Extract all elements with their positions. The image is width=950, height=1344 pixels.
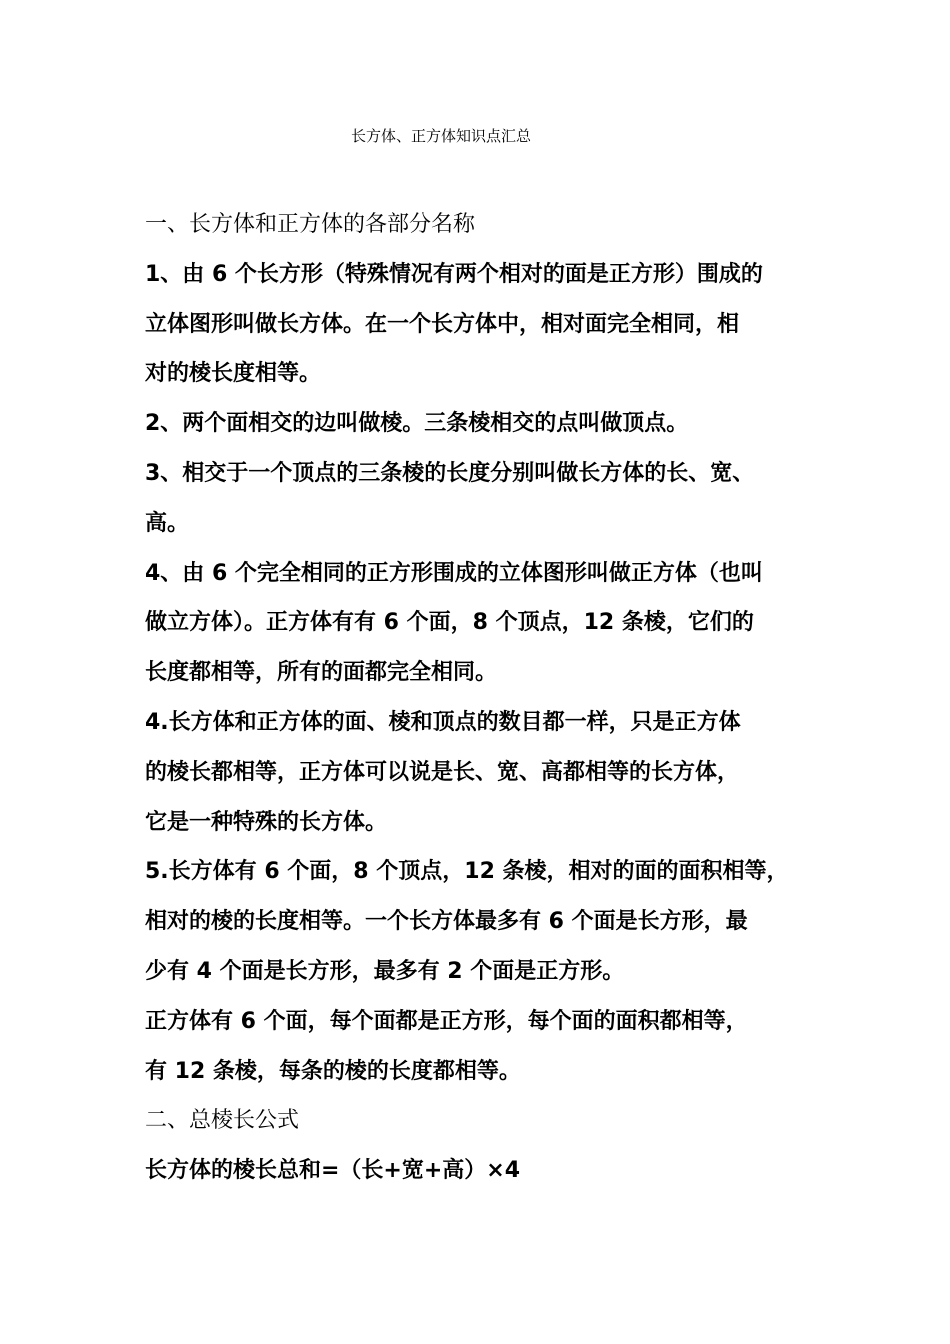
paragraph-line: 4.长方体和正方体的面、棱和顶点的数目都一样，只是正方体 [145, 709, 741, 735]
paragraph-line: 长方体的棱长总和=（长+宽+高）×4 [145, 1158, 521, 1184]
paragraph-line: 1、由 6 个长方形（特殊情况有两个相对的面是正方形）围成的 [145, 261, 763, 287]
paragraph-line: 一、长方体和正方体的各部分名称 [145, 212, 476, 237]
paragraph-line: 少有 4 个面是长方形，最多有 2 个面是正方形。 [145, 958, 625, 984]
paragraph-line: 高。 [145, 510, 190, 536]
paragraph-line: 有 12 条棱，每条的棱的长度都相等。 [145, 1058, 521, 1084]
paragraph-line: 长度都相等，所有的面都完全相同。 [145, 660, 498, 686]
paragraph-line: 2、两个面相交的边叫做棱。三条棱相交的点叫做顶点。 [145, 411, 689, 437]
document-title: 长方体、正方体知识点汇总 [350, 127, 531, 145]
paragraph-line: 的棱长都相等，正方体可以说是长、宽、高都相等的长方体， [145, 759, 740, 785]
paragraph-line: 做立方体）。正方体有有 6 个面，8 个顶点，12 条棱，它们的 [145, 610, 754, 636]
paragraph-line: 正方体有 6 个面，每个面都是正方形，每个面的面积都相等， [145, 1008, 748, 1034]
document-body [145, 209, 810, 1205]
paragraph-line: 4、由 6 个完全相同的正方形围成的立体图形叫做正方体（也叫 [145, 560, 763, 586]
paragraph-line: 对的棱长度相等。 [145, 361, 322, 387]
paragraph-line: 二、总棱长公式 [145, 1108, 300, 1134]
paragraph-line: 立体图形叫做长方体。在一个长方体中，相对面完全相同，相 [145, 311, 740, 337]
paragraph-line: 5.长方体有 6 个面，8 个顶点，12 条棱，相对的面的面积相等， [145, 859, 789, 885]
paragraph-line: 它是一种特殊的长方体。 [145, 809, 388, 835]
paragraph-line: 3、相交于一个顶点的三条棱的长度分别叫做长方体的长、宽、 [145, 460, 755, 486]
paragraph-line: 相对的棱的长度相等。一个长方体最多有 6 个面是长方形，最 [145, 909, 748, 935]
